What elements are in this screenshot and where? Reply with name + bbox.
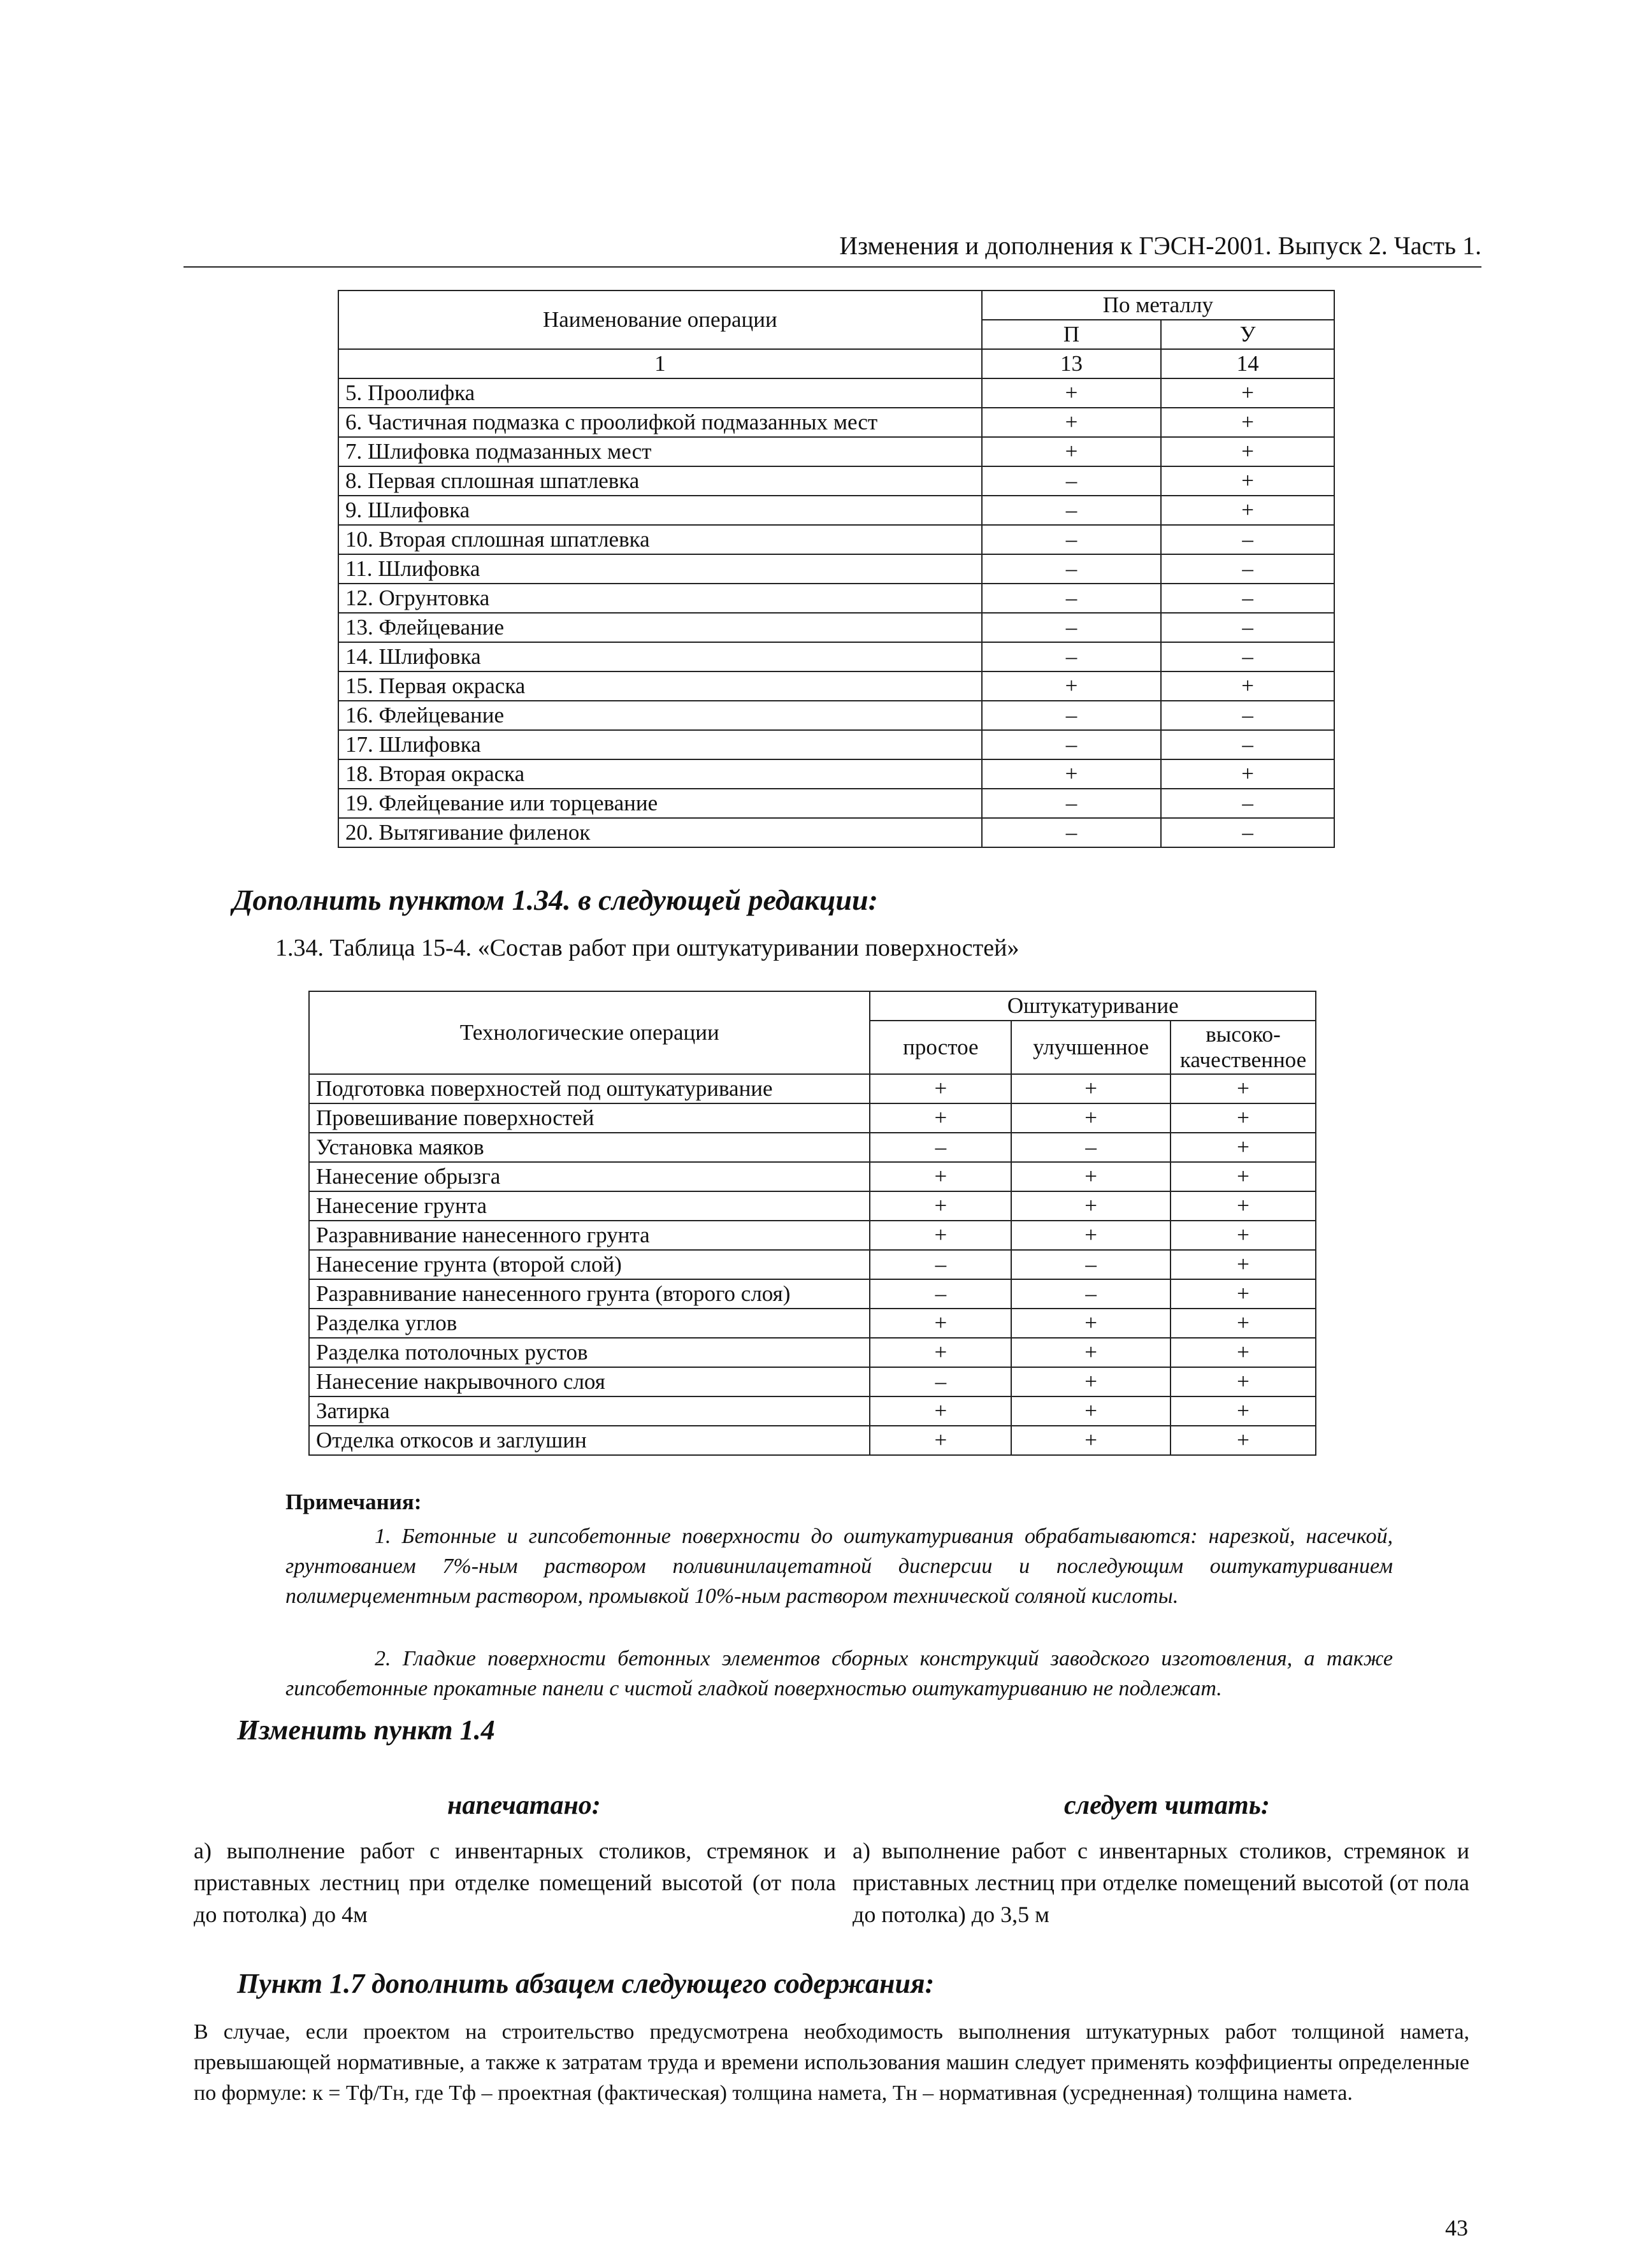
table1-cell-u: –: [1161, 730, 1334, 759]
table2-cell-high: +: [1171, 1367, 1316, 1396]
table2-cell-high: +: [1171, 1338, 1316, 1367]
table1-num-14: 14: [1161, 349, 1334, 378]
table2-cell-simple: +: [870, 1103, 1011, 1133]
table1-cell-u: –: [1161, 642, 1334, 671]
table1-cell-u: +: [1161, 496, 1334, 525]
table1-cell-name: 16. Флейцевание: [338, 701, 982, 730]
table1-row: [338, 642, 1334, 671]
note-2-text: 2. Гладкие поверхности бетонных элементов сборных конструкций заводского изготовления, а также гипсобетонные прокатные панели с чистой гладкой поверхностью оштукатуриванию не подлежат.: [285, 1647, 1393, 1700]
table2-cell-simple: +: [870, 1221, 1011, 1250]
table2-row: [309, 1103, 1316, 1133]
table1-cell-u: –: [1161, 789, 1334, 818]
table2-cell-simple: +: [870, 1191, 1011, 1221]
note-2: [285, 1644, 1393, 1704]
page-number: 43: [1445, 2215, 1468, 2241]
table2-cell-improved: +: [1011, 1309, 1171, 1338]
table1-cell-p: –: [982, 642, 1162, 671]
table1-cell-u: +: [1161, 466, 1334, 496]
table2-cell-simple: –: [870, 1279, 1011, 1309]
table1-cell-name: 13. Флейцевание: [338, 613, 982, 642]
table1-row: [338, 730, 1334, 759]
table1-num-13: 13: [982, 349, 1162, 378]
table2-cell-improved: +: [1011, 1338, 1171, 1367]
table2-cell-high: +: [1171, 1250, 1316, 1279]
table2-cell-high: +: [1171, 1162, 1316, 1191]
table1-cell-p: –: [982, 701, 1162, 730]
table2-sub-simple: простое: [870, 1021, 1011, 1074]
table2-cell-improved: +: [1011, 1367, 1171, 1396]
table2-cell-improved: +: [1011, 1074, 1171, 1103]
table2-cell-simple: –: [870, 1367, 1011, 1396]
table1-row: [338, 378, 1334, 408]
table1-cell-name: 15. Первая окраска: [338, 671, 982, 701]
table2-cell-name: Провешивание поверхностей: [309, 1103, 870, 1133]
table1-cell-p: –: [982, 554, 1162, 584]
table1-cell-p: –: [982, 496, 1162, 525]
table1-cell-u: –: [1161, 701, 1334, 730]
table1-cell-u: +: [1161, 759, 1334, 789]
table2-cell-high: +: [1171, 1396, 1316, 1426]
table2-cell-improved: +: [1011, 1426, 1171, 1455]
table2-cell-high: +: [1171, 1426, 1316, 1455]
printed-text: а) выполнение работ с инвентарных столиков, стремянок и приставных лестниц при отделке помещений высотой (от пола до потолка) до 4м: [194, 1838, 836, 1927]
table2-row: [309, 1309, 1316, 1338]
table2-cell-name: Разравнивание нанесенного грунта: [309, 1221, 870, 1250]
table2-col-name: Технологические операции: [309, 991, 870, 1074]
table1-row: [338, 759, 1334, 789]
table1-cell-name: 10. Вторая сплошная шпатлевка: [338, 525, 982, 554]
table1-cell-p: +: [982, 437, 1162, 466]
table1-group-header: По металлу: [982, 291, 1334, 320]
table2-cell-high: +: [1171, 1103, 1316, 1133]
table2-cell-improved: –: [1011, 1279, 1171, 1309]
table1-cell-name: 14. Шлифовка: [338, 642, 982, 671]
table1-row: [338, 466, 1334, 496]
table2-cell-high: +: [1171, 1074, 1316, 1103]
table1-row: [338, 408, 1334, 437]
table2-cell-high: +: [1171, 1221, 1316, 1250]
table2-cell-name: Затирка: [309, 1396, 870, 1426]
table1-cell-name: 12. Огрунтовка: [338, 584, 982, 613]
table2-row: [309, 1396, 1316, 1426]
table2-cell-name: Установка маяков: [309, 1133, 870, 1162]
table2-cell-high: +: [1171, 1133, 1316, 1162]
table1-cell-name: 18. Вторая окраска: [338, 759, 982, 789]
table1-cell-p: +: [982, 408, 1162, 437]
table2-row: [309, 1074, 1316, 1103]
table2-cell-name: Разравнивание нанесенного грунта (второго слоя): [309, 1279, 870, 1309]
table1-cell-name: 17. Шлифовка: [338, 730, 982, 759]
table2-body: [309, 1074, 1316, 1455]
table2-cell-name: Нанесение грунта: [309, 1191, 870, 1221]
section-add-1-34: Дополнить пунктом 1.34. в следующей редакции:: [233, 884, 878, 916]
table2-cell-name: Разделка углов: [309, 1309, 870, 1338]
table1-cell-p: +: [982, 671, 1162, 701]
table2-cell-name: Нанесение обрызга: [309, 1162, 870, 1191]
note-1: [285, 1521, 1393, 1611]
table2-cell-simple: +: [870, 1309, 1011, 1338]
table2-sub-improved: улучшенное: [1011, 1021, 1171, 1074]
table2-cell-simple: –: [870, 1250, 1011, 1279]
table1-cell-name: 19. Флейцевание или торцевание: [338, 789, 982, 818]
table1-cell-name: 11. Шлифовка: [338, 554, 982, 584]
table2-sub-high: высоко-качественное: [1171, 1021, 1316, 1074]
table2-cell-high: +: [1171, 1309, 1316, 1338]
table1-col-name: Наименование операции: [338, 291, 982, 349]
table2-row: [309, 1250, 1316, 1279]
table2-cell-simple: +: [870, 1162, 1011, 1191]
table1-cell-name: 9. Шлифовка: [338, 496, 982, 525]
table2-row: [309, 1279, 1316, 1309]
table1-cell-p: –: [982, 525, 1162, 554]
table1-sub-u: У: [1161, 320, 1334, 349]
table1-row: [338, 525, 1334, 554]
table1-cell-name: 20. Вытягивание филенок: [338, 818, 982, 847]
table2-row: [309, 1133, 1316, 1162]
table2-cell-high: +: [1171, 1279, 1316, 1309]
paragraph-1-7: В случае, если проектом на строительство предусмотрена необходимость выполнения штукатурных работ толщиной намета, превышающей нормативные, а также к затратам труда и времени использования машин следует применять коэффициенты определенные по формуле: к = Тф/Тн, где Тф – проектная (фактическая) толщина намета, Тн – нормативная (усредненная) толщина намета.: [194, 2020, 1469, 2105]
table2-cell-simple: +: [870, 1396, 1011, 1426]
table1-row: [338, 789, 1334, 818]
table2-row: [309, 1221, 1316, 1250]
table2-cell-improved: –: [1011, 1250, 1171, 1279]
table2-row: [309, 1367, 1316, 1396]
table2-cell-improved: +: [1011, 1396, 1171, 1426]
table1-cell-p: –: [982, 584, 1162, 613]
table1-body: [338, 378, 1334, 847]
header-rule: [184, 266, 1481, 268]
table2-row: [309, 1338, 1316, 1367]
table1-cell-name: 7. Шлифовка подмазанных мест: [338, 437, 982, 466]
should-read-text: а) выполнение работ с инвентарных столиков, стремянок и приставных лестниц при отделке помещений высотой (от пола до потолка) до 3,5 м: [853, 1838, 1469, 1927]
printed-heading: напечатано:: [447, 1791, 601, 1820]
table1-row: [338, 818, 1334, 847]
table2-cell-improved: +: [1011, 1221, 1171, 1250]
table1-cell-p: –: [982, 613, 1162, 642]
table2-row: [309, 1191, 1316, 1221]
header-title: Изменения и дополнения к ГЭСН-2001. Выпуск 2. Часть 1.: [839, 231, 1481, 260]
table1-cell-p: +: [982, 759, 1162, 789]
table2-row: [309, 1162, 1316, 1191]
table1-cell-u: +: [1161, 437, 1334, 466]
table1-cell-p: –: [982, 818, 1162, 847]
section-change-1-4: Изменить пункт 1.4: [237, 1714, 495, 1746]
table1-row: [338, 496, 1334, 525]
table1-cell-u: –: [1161, 525, 1334, 554]
table2-cell-simple: +: [870, 1338, 1011, 1367]
table2-cell-name: Отделка откосов и заглушин: [309, 1426, 870, 1455]
table2-cell-improved: +: [1011, 1162, 1171, 1191]
table2-cell-name: Нанесение грунта (второй слой): [309, 1250, 870, 1279]
table1-cell-u: –: [1161, 584, 1334, 613]
table2-cell-simple: –: [870, 1133, 1011, 1162]
table1-cell-name: 5. Проолифка: [338, 378, 982, 408]
table1-row: [338, 554, 1334, 584]
table2-cell-name: Нанесение накрывочного слоя: [309, 1367, 870, 1396]
table1-cell-name: 6. Частичная подмазка с проолифкой подмазанных мест: [338, 408, 982, 437]
table2-cell-name: Подготовка поверхностей под оштукатуривание: [309, 1074, 870, 1103]
table1-cell-name: 8. Первая сплошная шпатлевка: [338, 466, 982, 496]
table2-cell-simple: +: [870, 1426, 1011, 1455]
table1-cell-p: –: [982, 466, 1162, 496]
table1-cell-p: –: [982, 730, 1162, 759]
table1-cell-u: –: [1161, 554, 1334, 584]
table2-group-header: Оштукатуривание: [870, 991, 1316, 1021]
table2-cell-high: +: [1171, 1191, 1316, 1221]
notes-title: Примечания:: [285, 1489, 422, 1514]
table2-cell-improved: +: [1011, 1191, 1171, 1221]
table1-row: [338, 701, 1334, 730]
table2-cell-simple: +: [870, 1074, 1011, 1103]
table1-row: [338, 437, 1334, 466]
table1-cell-p: +: [982, 378, 1162, 408]
operations-table-metal: [338, 290, 1335, 848]
table2-cell-name: Разделка потолочных рустов: [309, 1338, 870, 1367]
table2-cell-improved: –: [1011, 1133, 1171, 1162]
table2-cell-improved: +: [1011, 1103, 1171, 1133]
table1-cell-p: –: [982, 789, 1162, 818]
table2-caption: 1.34. Таблица 15-4. «Состав работ при оштукатуривании поверхностей»: [275, 935, 1019, 961]
table1-sub-p: П: [982, 320, 1162, 349]
table1-cell-u: –: [1161, 818, 1334, 847]
plastering-table: [308, 991, 1316, 1456]
should-read-heading: следует читать:: [1064, 1791, 1270, 1820]
table1-cell-u: +: [1161, 408, 1334, 437]
table1-cell-u: +: [1161, 378, 1334, 408]
table1-row: [338, 671, 1334, 701]
table1-cell-u: +: [1161, 671, 1334, 701]
note-1-text: 1. Бетонные и гипсобетонные поверхности до оштукатуривания обрабатываются: нарезкой, насечкой, грунтованием 7%-ным раствором поливинилацетатной дисперсии и последующим оштукатуриванием полимерцементным раствором, промывкой 10%-ным раствором технической соляной кислоты.: [285, 1525, 1393, 1608]
table1-row: [338, 584, 1334, 613]
section-add-1-7: Пункт 1.7 дополнить абзацем следующего содержания:: [237, 1968, 935, 1999]
table1-row: [338, 613, 1334, 642]
table1-cell-u: –: [1161, 613, 1334, 642]
table2-row: [309, 1426, 1316, 1455]
table1-num-1: 1: [338, 349, 982, 378]
